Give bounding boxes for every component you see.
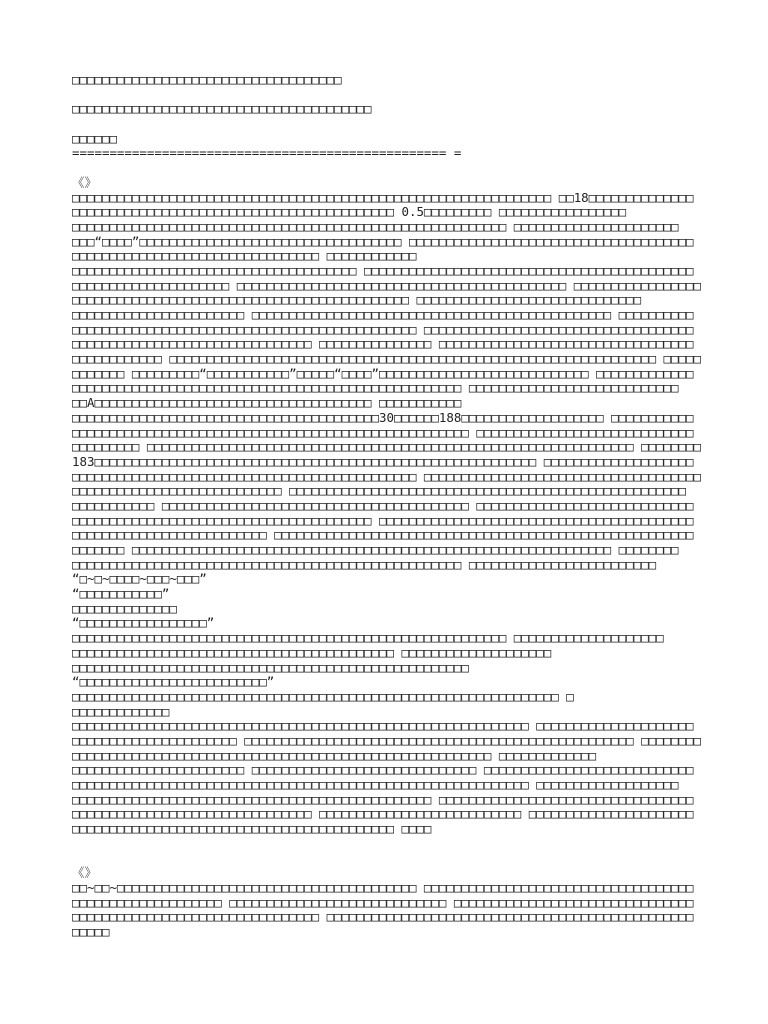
blank-line: [72, 851, 732, 866]
text-line: □□□□□□□□□□□□□□□□□□□□□□□□□□□□□□□□□□□□□□□□□□□□□□□□□□□□□□□□□□□□□□□□ □□18□□□□□□□□□□□□□□: [72, 189, 694, 205]
text-line: □□□□□□□□□□□□□□□□□□□□□□□ □□□□□□□□□□□□□□□□□□□□□□□□□□□□□□□□□□□□□□□□□□□□□□□□ □□□□□□□□□□: [72, 307, 694, 322]
text-line: □□□□□□□□□□□□□□□□□□□□□□□□□□□□□□□□□□□□□□□□□□□ □□□□: [72, 821, 432, 837]
text-line: □□□□□□□□□□□□□□□□□□□□□□ □□□□□□□□□□□□□□□□□□□□□□□□□□□□□□□□□□□□□□□□□□□□□□□□□□□□ □□□□□□□□: [72, 732, 701, 748]
text-line: “□□□□□□□□□□□”: [72, 586, 170, 602]
text-line: □□□□□□□□□□□□□□□□□□□□□□□□□□□□□□□□□□□□□□□□□□□□□ □□□□□□□□□□□□□□□□□□□□□□□□□□□□□□: [72, 292, 642, 308]
text-line: □□□□□□□□□□□□ □□□□□□□□□□□□□□□□□□□□□□□□□□□□□□□□□□□□□□□□□□□□□□□□□□□□□□□□□□□□□□□□□ □□□□□: [72, 351, 701, 367]
section-heading: □□□□□□: [72, 130, 117, 146]
text-line: □□~□□~□□□□□□□□□□□□□□□□□□□□□□□□□□□□□□□□□□□□□□□□ □□□□□□□□□□□□□□□□□□□□□□□□□□□□□□□□□□□□: [72, 879, 694, 895]
section-marker: 《》: [72, 865, 97, 881]
text-line: □□□□□□□□□□□ □□□□□□□□□□□□□□□□□□□□□□□□□□□□□□□□□□□□□□□□□ □□□□□□□□□□□□□□□□□□□□□□□□□□□□□: [72, 497, 694, 513]
text-line: □□□□□□□□□□□□□□□□□□□□□□□□□□□□□□□□ □□□□□□□□□□□□□□□□□□□□□□□□□□□ □□□□□□□□□□□□□□□□□□□□□□: [72, 806, 694, 822]
text-line: □□□“□□□□”□□□□□□□□□□□□□□□□□□□□□□□□□□□□□□□□□□□ □□□□□□□□□□□□□□□□□□□□□□□□□□□□□□□□□□□□□□: [72, 233, 694, 249]
blank-line: [72, 88, 732, 103]
text-line: □□□□□□□□□□□□□□□□□□□□□□□□□□□□ □□□□□□□□□□□□□□□□□□□□□□□□□□□□□□□□□□□□□□□□□□□□□□□□□□□□□: [72, 483, 687, 499]
document-title: □□□□□□□□□□□□□□□□□□□□□□□□□□□□□□□□□□□□: [72, 72, 342, 87]
text-line: □□□□□□□□□□□□□□□□□□□□□□□□□□□□□□□□□□□□□□□□□□□□□□□□□□□□□□□□□□□□□ □□□□□□□□□□□□□□□□□□□□□: [72, 718, 694, 734]
text-line: □□□□□□□□□□□□□□□□□□□□□□□□□□□□□□□□□□□□□□□□□□□□□□□□□□□□□ □□□□□□□□□□□□□□□□□□□□□□□□□□□□□: [72, 424, 694, 440]
document-subtitle: □□□□□□□□□□□□□□□□□□□□□□□□□□□□□□□□□□□□□□□□: [72, 101, 372, 117]
text-line: □□□□□□□□□□□□□□□□□□□□□□□□□□□□□□□□□□□□□□□□□□□□□□□□□□□□ □□□□□□□□□□□□□□□□□□□□□□□□□□□□: [72, 380, 679, 396]
text-line: 183□□□□□□□□□□□□□□□□□□□□□□□□□□□□□□□□□□□□□□□□□□□□□□□□□□□□□□□□□□□ □□□□□□□□□□□□□□□□□□□□: [72, 453, 694, 469]
text-line: “□□□□□□□□□□□□□□□□□□□□□□□□□”: [72, 674, 275, 690]
text-line: □□□□□□□□□□□□□□□□□□□□□□□□□□□□□□□□□□□□□□□□□30□□□□□□188□□□□□□□□□□□□□□□□□□□ □□□□□□□□□□□: [72, 409, 694, 425]
section-marker: 《》: [72, 174, 97, 190]
text-line: □□□□□□□□□□□□□□□□□□□□□□□□□□□□□□□□□□□□□□□□□□□□□□□□□□□□□□□□□□□□□ □□□□□□□□□□□□□□□□□□□: [72, 777, 679, 792]
text-line: □□□□□□□□□□□□□□□□□□□□□□□□□□□□□□□□□□□□□□□□□□□□□□□□ □□□□□□□□□□□□□□□□□□□□□□□□□□□□□□□□□□: [72, 791, 694, 807]
blank-line: [72, 117, 732, 132]
text-line: □□□□□□□□□□□□□□□□□□□□□□□□□□□□□□□□□□□□□□□□□□□ □□□□□□□□□□□□□□□□□□□□: [72, 644, 552, 660]
text-line: □□□□□□□□□□□□□□□□□□□□□□□□□□□□□□□□□□□□□□□□□□□□□□□□□□□□□□□□□□□□□□□□□ □: [72, 688, 574, 704]
text-line: □□□□□□□□□□□□□□□□□□□□□ □□□□□□□□□□□□□□□□□□□□□□□□□□□□□□□□□□□□□□□□□□□□ □□□□□□□□□□□□□□□□□: [72, 277, 701, 293]
text-line: “□~□~□□□□~□□□~□□□”: [72, 571, 207, 587]
text-line: □□□□□□□□□□□□□□□□□□□□□□□□□□□□□□□□□□□□□□□□□□□□□□ □□□□□□□□□□□□□□□□□□□□□□□□□□□□□□□□□□□□□: [72, 468, 701, 484]
blank-line: [72, 161, 732, 176]
text-line: □□□□□□□□□□□□□□□□□□□□ □□□□□□□□□□□□□□□□□□□□□□□□□□□□□ □□□□□□□□□□□□□□□□□□□□□□□□□□□□□□□□: [72, 894, 694, 910]
blank-line: [72, 837, 732, 852]
text-line: □□□□□□□□□□□□□□□□□□□□□□□□□□□□□□□□□□□□□□□□□□□ 0.5□□□□□□□□□ □□□□□□□□□□□□□□□□□: [72, 204, 627, 220]
text-line: □□□□□□□□□□□□□□□□□□□□□□□□□□□□□□□□□□□□□□ □□□□□□□□□□□□□□□□□□□□□□□□□□□□□□□□□□□□□□□□□□□□: [72, 262, 694, 278]
text-line: □□□□□□□□□□□□□□□□□□□□□□□□□□□□□□□□□□□□□□□□□□□□□□□□□□□□ □□□□□□□□□□□□□□□□□□□□□□□□□: [72, 556, 657, 572]
text-line: □□□□□□□□□□□□□□: [72, 600, 177, 616]
text-line: □□□□□□□□□□□□□□□□□□□□□□□□□□□□□□□□□ □□□□□□□□□□□□: [72, 248, 417, 264]
text-line: □□□□□□□□□□□□□□□□□□□□□□□□□□□□□□□□□□□□□□□□ □□□□□□□□□□□□□□□□□□□□□□□□□□□□□□□□□□□□□□□□□□: [72, 512, 694, 528]
text-line: □□□□□□□□□□□□□□□□□□□□□□□ □□□□□□□□□□□□□□□□□□□□□□□□□□□□□□ □□□□□□□□□□□□□□□□□□□□□□□□□□□□: [72, 762, 694, 778]
text-line: □□□□□□□ □□□□□□□□□“□□□□□□□□□□□”□□□□□“□□□□”□□□□□□□□□□□□□□□□□□□□□□□□□□□□ □□□□□□□□□□□□□: [72, 365, 694, 381]
text-line: □□□□□□□□□ □□□□□□□□□□□□□□□□□□□□□□□□□□□□□□□□□□□□□□□□□□□□□□□□□□□□□□□□□□□□□□□□□ □□□□□□□□: [72, 439, 701, 455]
text-line: □□A□□□□□□□□□□□□□□□□□□□□□□□□□□□□□□□□□□□□□ □□□□□□□□□□□: [72, 395, 462, 411]
text-line: □□□□□□□□□□□□□□□□□□□□□□□□□□□□□□□□□□□□□□□□□□□□□□□□□□□□□□□□□□ □□□□□□□□□□□□□□□□□□□□: [72, 630, 664, 646]
text-line: □□□□□□□□□□□□□□□□□□□□□□□□□□□□□□□□□□□□□□□□□□□□□□ □□□□□□□□□□□□□□□□□□□□□□□□□□□□□□□□□□□□: [72, 321, 694, 337]
text-line: □□□□□□□□□□□□□□□□□□□□□□□□□□ □□□□□□□□□□□□□□□□□□□□□□□□□□□□□□□□□□□□□□□□□□□□□□□□□□□□□□□□: [72, 527, 694, 543]
text-line: □□□□□□□ □□□□□□□□□□□□□□□□□□□□□□□□□□□□□□□□□□□□□□□□□□□□□□□□□□□□□□□□□□□□□□□□ □□□□□□□□: [72, 542, 679, 557]
text-line: □□□□□□□□□□□□□: [72, 703, 170, 719]
text-line: □□□□□□□□□□□□□□□□□□□□□□□□□□□□□□□□□□□□□□□□□□□□□□□□□□□□□□□□ □□□□□□□□□□□□□: [72, 747, 597, 763]
text-line: □□□□□□□□□□□□□□□□□□□□□□□□□□□□□□□□ □□□□□□□□□□□□□□□ □□□□□□□□□□□□□□□□□□□□□□□□□□□□□□□□□□: [72, 336, 694, 352]
text-line: □□□□□□□□□□□□□□□□□□□□□□□□□□□□□□□□□□□□□□□□□□□□□□□□□□□□□: [72, 659, 469, 675]
text-line: □□□□□: [72, 923, 110, 939]
text-line: “□□□□□□□□□□□□□□□□□”: [72, 615, 215, 631]
heading-underline: ================================================== =: [72, 145, 462, 161]
text-line: □□□□□□□□□□□□□□□□□□□□□□□□□□□□□□□□□□□□□□□□□□□□□□□□□□□□□□□□□□ □□□□□□□□□□□□□□□□□□□□□□: [72, 218, 679, 234]
document-page: [72, 73, 732, 940]
text-line: □□□□□□□□□□□□□□□□□□□□□□□□□□□□□□□□□ □□□□□□□□□□□□□□□□□□□□□□□□□□□□□□□□□□□□□□□□□□□□□□□□□: [72, 909, 694, 925]
